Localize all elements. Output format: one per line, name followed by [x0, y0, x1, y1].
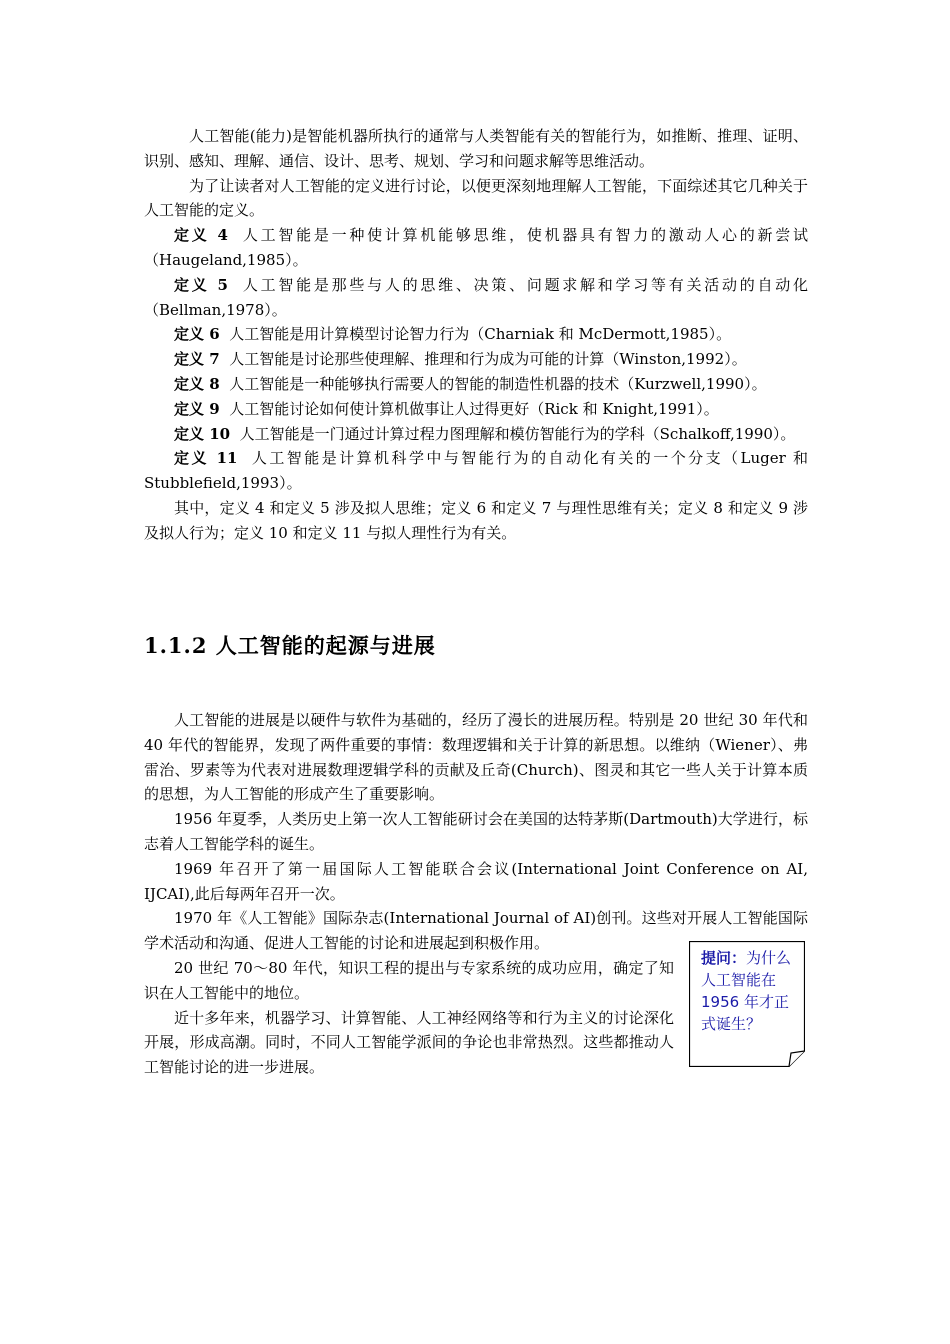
origin-paragraph-3: 1969 年召开了第一届国际人工智能联合会议(International Joint Conference on AI, IJCAI),此后每两年召开一次。 [144, 859, 808, 903]
intro-paragraph-1: 人工智能(能力)是智能机器所执行的通常与人类智能有关的智能行为，如推断、推理、证明、识别、感知、理解、通信、设计、思考、规划、学习和问题求解等思维活动。 [144, 127, 808, 170]
definition-text: 人工智能是那些与人的思维、决策、问题求解和学习等有关活动的自动化（Bellman,1978）。 [144, 275, 808, 319]
definition-text: 人工智能是一种使计算机能够思维，使机器具有智力的激动人心的新尝试（Haugeland,1985）。 [144, 226, 808, 269]
definition-7 [144, 347, 808, 372]
definition-text: 人工智能是讨论那些使理解、推理和行为成为可能的计算（Winston,1992）。 [229, 350, 747, 369]
note-label: 提问： [701, 949, 747, 967]
origin-paragraph-4: 1970 年《人工智能》国际杂志(International Journal of AI)创刊。这些对开展人工智能国际学术活动和沟通、促进人工智能的讨论和进展起到积极作用。 [144, 909, 808, 953]
definition-term: 定义 5 [174, 275, 228, 294]
origin-paragraph-2: 1956 年夏季，人类历史上第一次人工智能研讨会在美国的达特茅斯(Dartmouth)大学进行，标志着人工智能学科的诞生。 [144, 810, 808, 853]
definition-term: 定义 11 [174, 449, 238, 468]
question-note [689, 941, 805, 1067]
note-question: 为什么人工智能在 1956 年才正式诞生？ [701, 949, 792, 1033]
origin-paragraph-1: 人工智能的进展是以硬件与软件为基础的，经历了漫长的进展历程。特别是 20 世纪 30 年代和 40 年代的智能界，发现了两件重要的事情：数理逻辑和关于计算的新思想。以维纳（Wiener）、弗雷治、罗素等为代表对进展数理逻辑学科的贡献及丘奇(Church)、图灵和其它一些人关于计算本质的思想，为人工智能的形成产生了重要影响。 [144, 711, 808, 804]
summary-paragraph: 其中，定义 4 和定义 5 涉及拟人思维；定义 6 和定义 7 与理性思维有关；定义 8 和定义 9 涉及拟人行为；定义 10 和定义 11 与拟人理性行为有关。 [144, 498, 808, 542]
definition-text: 人工智能是用计算模型讨论智力行为（Charniak 和 McDermott,1985）。 [229, 325, 732, 344]
definition-text: 人工智能讨论如何使计算机做事让人过得更好（Rick 和 Knight,1991）。 [229, 399, 719, 418]
definition-9 [144, 397, 808, 422]
definitions-section [144, 124, 808, 546]
origin-paragraph-5: 20 世纪 70～80 年代，知识工程的提出与专家系统的成功应用，确定了知识在人工智能中的地位。 [144, 958, 674, 1002]
definition-term: 定义 8 [174, 374, 220, 393]
origin-paragraph-6: 近十多年来，机器学习、计算智能、人工神经网络等和行为主义的讨论深化开展，形成高潮。同时，不同人工智能学派间的争论也非常热烈。这些都推动人工智能讨论的进一步进展。 [144, 1008, 674, 1077]
definition-term: 定义 6 [174, 325, 220, 344]
definition-4 [144, 223, 808, 273]
definition-6 [144, 322, 808, 347]
definition-text: 人工智能是一门通过计算过程力图理解和模仿智能行为的学科（Schalkoff,1990）。 [239, 424, 796, 443]
definition-term: 定义 7 [174, 350, 220, 369]
definition-5 [144, 273, 808, 323]
definition-term: 定义 9 [174, 399, 220, 418]
definition-term: 定义 10 [174, 424, 231, 443]
note-text-block [701, 947, 797, 1035]
definition-term: 定义 4 [174, 226, 228, 245]
definition-text: 人工智能是计算机科学中与智能行为的自动化有关的一个分支（Luger 和 Stubblefield,1993）。 [144, 449, 808, 493]
definition-10 [144, 422, 808, 447]
section-heading: 1.1.2 人工智能的起源与进展 [144, 633, 436, 658]
definition-8 [144, 372, 808, 397]
intro-paragraph-2: 为了让读者对人工智能的定义进行讨论，以便更深刻地理解人工智能，下面综述其它几种关于人工智能的定义。 [144, 176, 808, 220]
definition-text: 人工智能是一种能够执行需要人的智能的制造性机器的技术（Kurzwell,1990）。 [229, 374, 767, 393]
definition-11 [144, 446, 808, 496]
